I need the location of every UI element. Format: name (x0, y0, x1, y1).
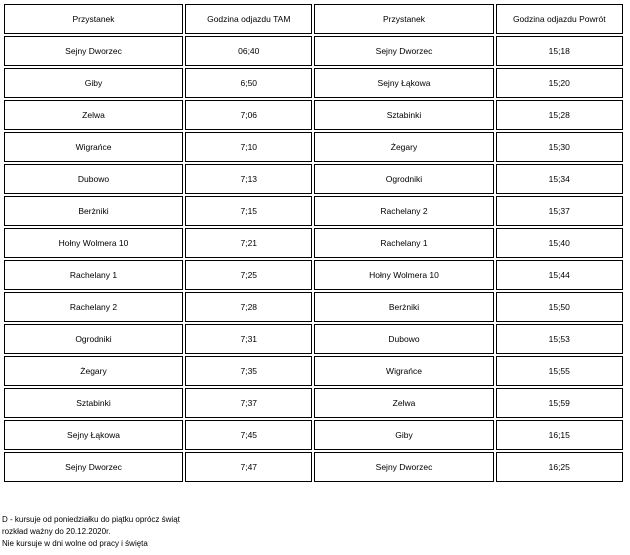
stop-out-cell: Sejny Dworzec (4, 452, 183, 482)
table-row (4, 388, 623, 418)
time-back-cell: 15;59 (496, 388, 623, 418)
notes (2, 514, 180, 550)
time-back-cell: 15;30 (496, 132, 623, 162)
note-line: D - kursuje od poniedziałku do piątku oprócz świąt (2, 515, 180, 524)
stop-back-cell: Żegary (314, 132, 493, 162)
stop-back-cell: Wigrańce (314, 356, 493, 386)
table-row (4, 36, 623, 66)
time-back-cell: 15;28 (496, 100, 623, 130)
stop-out-cell: Żegary (4, 356, 183, 386)
table-row (4, 420, 623, 450)
time-back-cell: 15;55 (496, 356, 623, 386)
time-back-cell: 15;18 (496, 36, 623, 66)
time-back-cell: 15;50 (496, 292, 623, 322)
stop-out-cell: Rachelany 2 (4, 292, 183, 322)
time-out-cell: 7;31 (185, 324, 312, 354)
time-out-cell: 7;47 (185, 452, 312, 482)
table-row (4, 324, 623, 354)
time-out-cell: 7;35 (185, 356, 312, 386)
table-row (4, 260, 623, 290)
stop-out-cell: Hołny Wolmera 10 (4, 228, 183, 258)
table-row (4, 228, 623, 258)
time-back-cell: 15;53 (496, 324, 623, 354)
header-stop-back: Przystanek (314, 4, 493, 34)
stop-out-cell: Dubowo (4, 164, 183, 194)
time-out-cell: 7;06 (185, 100, 312, 130)
time-back-cell: 15;34 (496, 164, 623, 194)
stop-back-cell: Rachelany 1 (314, 228, 493, 258)
time-out-cell: 7;28 (185, 292, 312, 322)
table-row (4, 68, 623, 98)
stop-back-cell: Berżniki (314, 292, 493, 322)
header-row (4, 4, 623, 34)
time-out-cell: 7;21 (185, 228, 312, 258)
table-row (4, 164, 623, 194)
time-back-cell: 16;25 (496, 452, 623, 482)
stop-out-cell: Rachelany 1 (4, 260, 183, 290)
stop-back-cell: Dubowo (314, 324, 493, 354)
stop-back-cell: Sejny Dworzec (314, 452, 493, 482)
stop-out-cell: Sztabinki (4, 388, 183, 418)
stop-out-cell: Giby (4, 68, 183, 98)
table-row (4, 132, 623, 162)
time-out-cell: 7;15 (185, 196, 312, 226)
stop-back-cell: Rachelany 2 (314, 196, 493, 226)
time-out-cell: 7;13 (185, 164, 312, 194)
stop-out-cell: Sejny Dworzec (4, 36, 183, 66)
stop-out-cell: Wigrańce (4, 132, 183, 162)
time-back-cell: 15;20 (496, 68, 623, 98)
time-back-cell: 15;37 (496, 196, 623, 226)
timetable (2, 2, 625, 484)
note-line: rozkład ważny do 20.12.2020r. (2, 527, 111, 536)
stop-back-cell: Sztabinki (314, 100, 493, 130)
table-row (4, 356, 623, 386)
time-out-cell: 7;25 (185, 260, 312, 290)
time-out-cell: 06;40 (185, 36, 312, 66)
stop-out-cell: Sejny Łąkowa (4, 420, 183, 450)
stop-back-cell: Ogrodniki (314, 164, 493, 194)
stop-out-cell: Zelwa (4, 100, 183, 130)
time-back-cell: 15;40 (496, 228, 623, 258)
stop-back-cell: Sejny Dworzec (314, 36, 493, 66)
time-out-cell: 7;10 (185, 132, 312, 162)
stop-back-cell: Hołny Wolmera 10 (314, 260, 493, 290)
table-row (4, 292, 623, 322)
time-back-cell: 16;15 (496, 420, 623, 450)
time-out-cell: 7;37 (185, 388, 312, 418)
note-line: Nie kursuje w dni wolne od pracy i święta (2, 539, 148, 548)
stop-out-cell: Berżniki (4, 196, 183, 226)
header-time-out: Godzina odjazdu TAM (185, 4, 312, 34)
stop-back-cell: Sejny Łąkowa (314, 68, 493, 98)
time-out-cell: 6;50 (185, 68, 312, 98)
table-row (4, 196, 623, 226)
stop-back-cell: Zelwa (314, 388, 493, 418)
stop-back-cell: Giby (314, 420, 493, 450)
time-back-cell: 15;44 (496, 260, 623, 290)
stop-out-cell: Ogrodniki (4, 324, 183, 354)
table-row (4, 100, 623, 130)
table-row (4, 452, 623, 482)
time-out-cell: 7;45 (185, 420, 312, 450)
header-time-back: Godzina odjazdu Powrót (496, 4, 623, 34)
header-stop-out: Przystanek (4, 4, 183, 34)
